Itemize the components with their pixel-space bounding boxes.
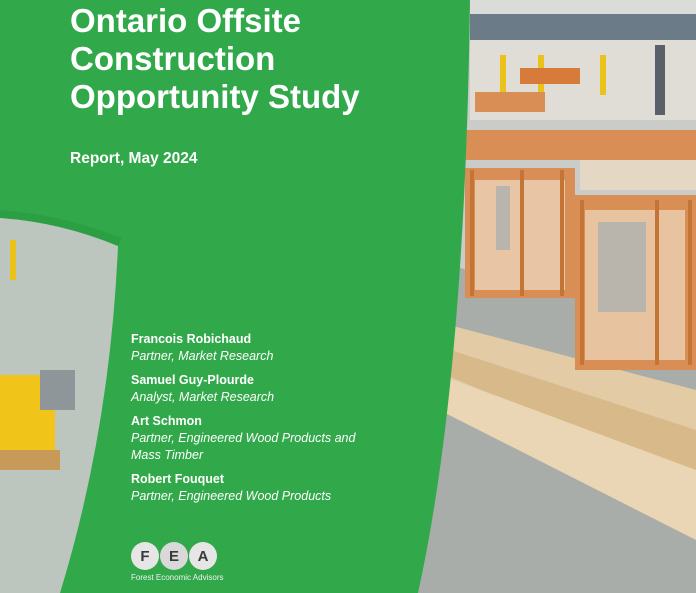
author-name: Francois Robichaud	[131, 332, 252, 346]
fea-logo-icon	[131, 542, 226, 582]
author-item	[131, 471, 431, 505]
report-title	[70, 2, 470, 116]
title-line-2: Construction	[70, 40, 276, 77]
author-role: Analyst, Market Research	[131, 390, 275, 404]
title-line-1: Ontario Offsite	[70, 2, 302, 39]
author-item	[131, 413, 431, 464]
author-name: Art Schmon	[131, 414, 202, 428]
author-role: Partner, Market Research	[131, 349, 274, 363]
logo-tagline: Forest Economic Advisors	[131, 573, 224, 582]
logo-letter-a: A	[189, 542, 217, 570]
report-date: Report, May 2024	[70, 150, 198, 167]
authors-list	[131, 331, 431, 512]
author-item	[131, 331, 431, 365]
logo-circles	[131, 542, 226, 570]
author-role: Partner, Engineered Wood Products and Mass Timber	[131, 431, 356, 462]
logo-letter-e: E	[160, 542, 188, 570]
author-role: Partner, Engineered Wood Products	[131, 489, 332, 503]
author-name: Samuel Guy-Plourde	[131, 373, 254, 387]
author-name: Robert Fouquet	[131, 472, 225, 486]
title-line-3: Opportunity Study	[70, 78, 360, 115]
author-item	[131, 372, 431, 406]
logo-letter-f: F	[131, 542, 159, 570]
